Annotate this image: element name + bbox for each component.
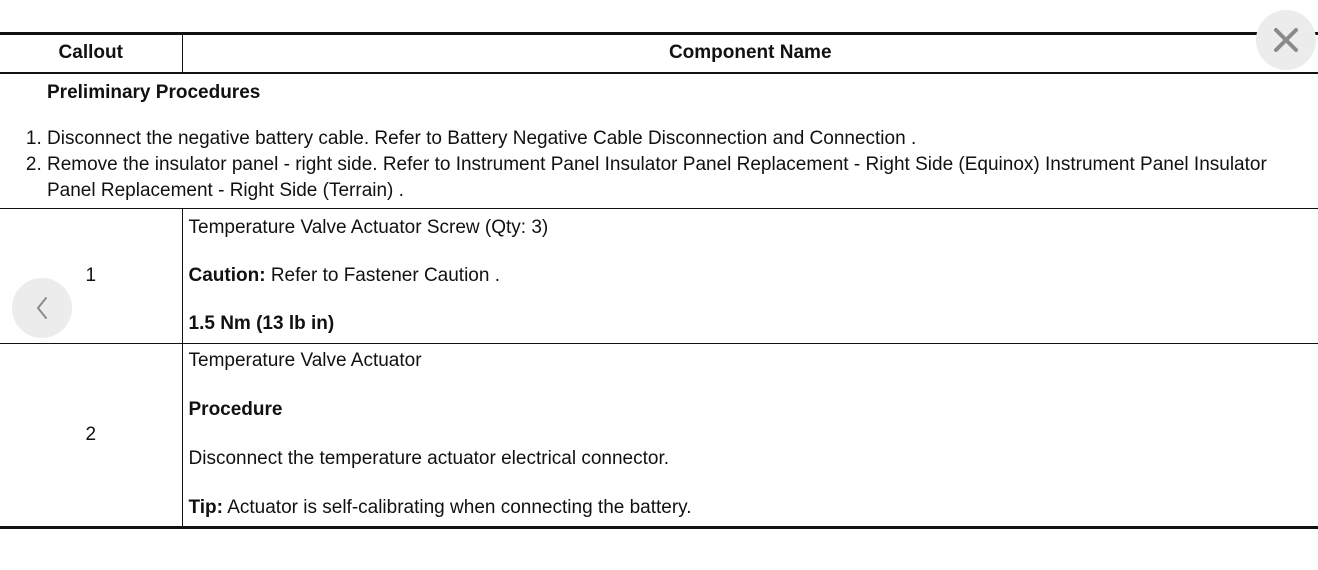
- table-header-row: [0, 34, 1318, 73]
- caution-label: Caution:: [188, 264, 266, 286]
- component-name-header: Component Name: [182, 34, 1318, 73]
- procedure-label: Procedure: [188, 399, 283, 420]
- preliminary-procedures-title: Preliminary Procedures: [47, 81, 261, 103]
- caution-note: [189, 263, 1318, 289]
- chevron-left-icon: [32, 294, 52, 322]
- callout-number: 1: [0, 208, 182, 343]
- caution-text: Refer to Fastener Caution .: [265, 264, 500, 286]
- component-table: [0, 32, 1318, 529]
- callout-number: 2: [0, 343, 182, 527]
- close-icon: [1271, 25, 1301, 55]
- close-button[interactable]: [1256, 10, 1316, 70]
- table-row: [0, 208, 1318, 343]
- component-name: Temperature Valve Actuator Screw (Qty: 3): [188, 216, 549, 238]
- tip-label: Tip:: [188, 497, 223, 518]
- preliminary-step: 2. Remove the insulator panel - right side. Refer to Instrument Panel Insulator Panel Replacement - Right Side (Equinox) Instrument Panel Insulator Panel Replacement - Right Side (Terrain) .: [47, 152, 1318, 204]
- tip-note: [189, 495, 1318, 521]
- preliminary-step: 1. Disconnect the negative battery cable. Refer to Battery Negative Cable Disconnection and Connection .: [47, 126, 1318, 152]
- preliminary-procedures-row: [0, 73, 1318, 209]
- previous-button[interactable]: [12, 278, 72, 338]
- preliminary-steps-list: [0, 126, 1318, 204]
- tip-text: Actuator is self-calibrating when connecting the battery.: [222, 497, 692, 518]
- component-cell: [182, 208, 1318, 343]
- component-cell: [182, 343, 1318, 527]
- torque-spec: 1.5 Nm (13 lb in): [188, 312, 335, 334]
- procedure-text: Disconnect the temperature actuator electrical connector.: [188, 448, 670, 469]
- callout-header: Callout: [0, 34, 182, 73]
- component-name: Temperature Valve Actuator: [188, 350, 422, 371]
- table-row: [0, 343, 1318, 527]
